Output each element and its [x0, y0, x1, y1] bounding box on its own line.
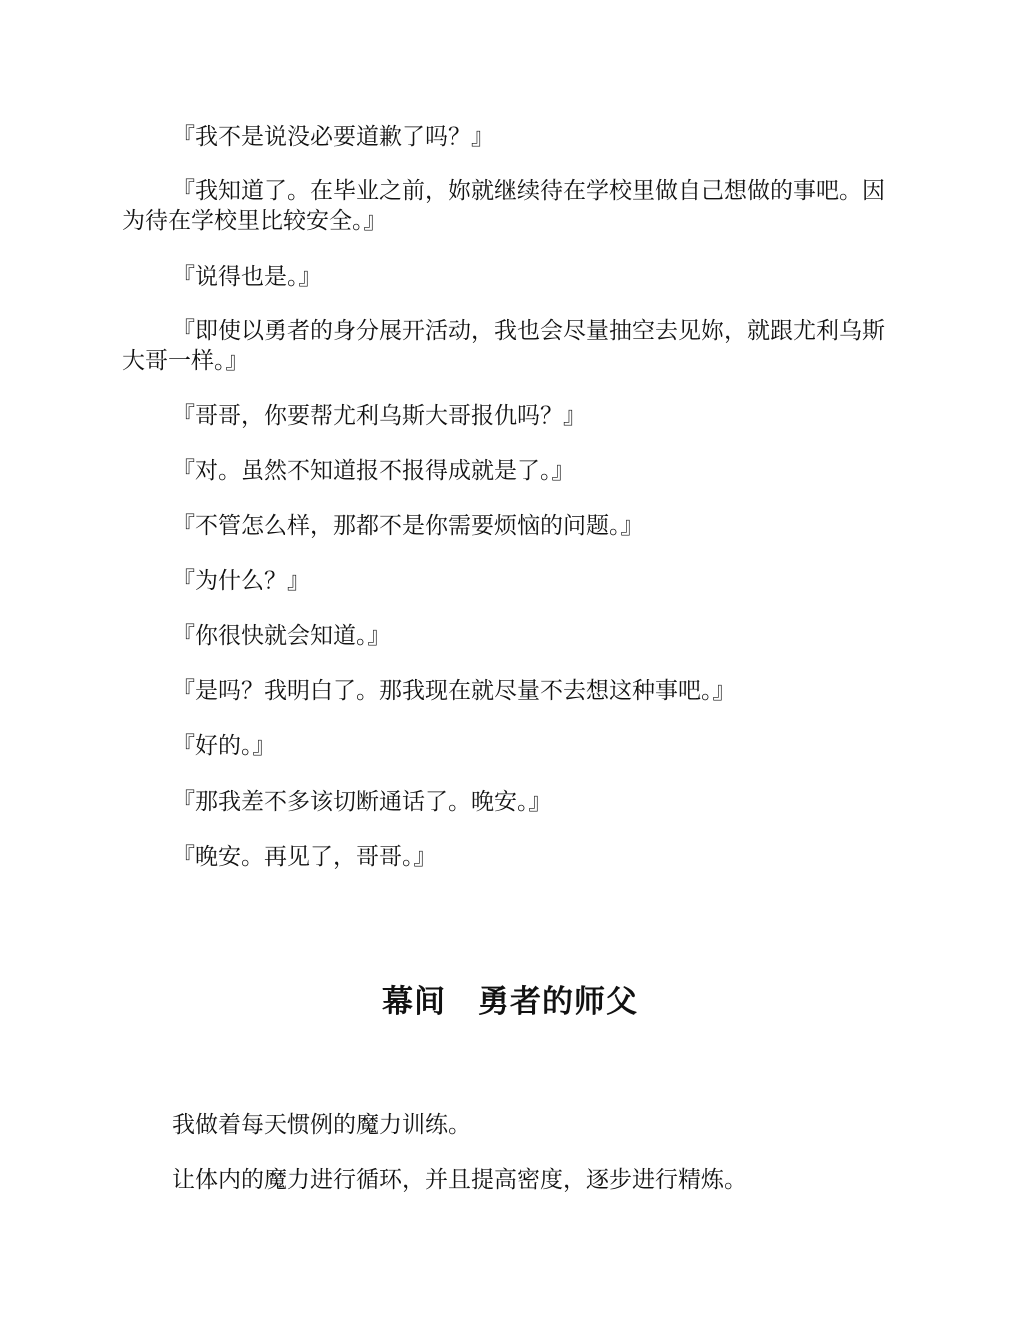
chapter-title: 幕间 勇者的师父 [382, 984, 638, 1020]
dialogue-line-11: 『好的。』 [172, 733, 276, 759]
dialogue-line-5: 『哥哥，你要帮尤利乌斯大哥报仇吗？』 [172, 403, 586, 429]
dialogue-line-10: 『是吗？我明白了。那我现在就尽量不去想这种事吧。』 [172, 678, 736, 704]
chapter-paragraph-1: 我做着每天惯例的魔力训练。 [172, 1112, 471, 1138]
dialogue-line-9: 『你很快就会知道。』 [172, 623, 391, 649]
dialogue-line-13: 『晚安。再见了，哥哥。』 [172, 844, 437, 870]
dialogue-line-7: 『不管怎么样，那都不是你需要烦恼的问题。』 [172, 513, 644, 539]
dialogue-line-4: 『即使以勇者的身分展开活动，我也会尽量抽空去见妳，就跟尤利乌斯大哥一样。』 [122, 318, 885, 374]
dialogue-line-1: 『我不是说没必要道歉了吗？』 [172, 124, 494, 150]
dialogue-line-3: 『说得也是。』 [172, 264, 322, 290]
dialogue-line-6: 『对。虽然不知道报不报得成就是了。』 [172, 458, 575, 484]
chapter-paragraph-2: 让体内的魔力进行循环，并且提高密度，逐步进行精炼。 [172, 1167, 747, 1193]
dialogue-line-8: 『为什么？』 [172, 568, 310, 594]
dialogue-line-12: 『那我差不多该切断通话了。晚安。』 [172, 789, 552, 815]
dialogue-line-2: 『我知道了。在毕业之前，妳就继续待在学校里做自己想做的事吧。因为待在学校里比较安全。』 [122, 178, 885, 234]
